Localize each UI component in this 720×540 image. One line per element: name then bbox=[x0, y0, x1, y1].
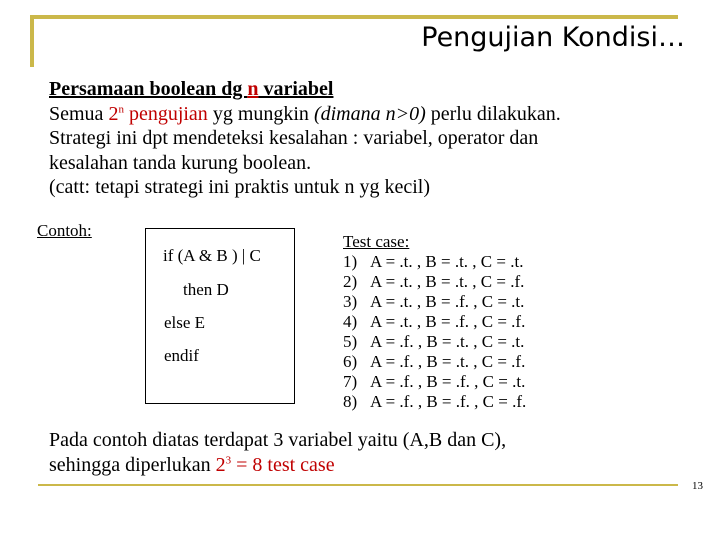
code-line-then: then D bbox=[183, 280, 229, 299]
formula-2-3: $2^3 = 8$ test case bbox=[215, 454, 335, 476]
test-case-heading: Test case: bbox=[343, 232, 410, 251]
intro-line-1 bbox=[49, 102, 689, 127]
conclusion-line-2 bbox=[49, 453, 506, 478]
slide-title: Pengujian Kondisi… bbox=[421, 22, 685, 53]
conclusion-text bbox=[49, 428, 506, 478]
test-case-row: 7) A = .f. , B = .f. , C = .t. bbox=[343, 372, 526, 391]
text-span: sehingga diperlukan bbox=[49, 454, 216, 476]
heading-part: Persamaan boolean dg bbox=[49, 78, 248, 100]
text-span: pengujian bbox=[123, 102, 208, 125]
heading-n: n bbox=[247, 78, 259, 100]
heading-part: variabel bbox=[258, 78, 334, 100]
code-box bbox=[145, 228, 295, 404]
test-case-list bbox=[343, 232, 526, 412]
text-span: perlu dilakukan. bbox=[425, 102, 561, 125]
conclusion-line-1: Pada contoh diatas terdapat 3 variabel yaitu (A,B dan C), bbox=[49, 429, 507, 451]
intro-line-3: kesalahan tanda kurung boolean. bbox=[49, 151, 312, 174]
code-line-endif: endif bbox=[164, 346, 199, 365]
intro-line-2: Strategi ini dpt mendeteksi kesalahan : variabel, operator dan bbox=[49, 127, 539, 149]
intro-heading bbox=[49, 77, 689, 102]
test-case-row: 4) A = .t. , B = .f. , C = .f. bbox=[343, 312, 526, 331]
text-span: yg mungkin bbox=[207, 102, 314, 125]
bottom-accent-line bbox=[38, 484, 678, 486]
test-case-row: 2) A = .t. , B = .t. , C = .f. bbox=[343, 272, 525, 291]
example-label: Contoh: bbox=[37, 221, 92, 240]
intro-line-4: (catt: tetapi strategi ini praktis untuk n yg kecil) bbox=[49, 176, 431, 198]
test-case-row: 3) A = .t. , B = .f. , C = .t. bbox=[343, 292, 525, 311]
intro-text bbox=[49, 77, 689, 200]
test-case-row: 8) A = .f. , B = .f. , C = .f. bbox=[343, 392, 527, 411]
test-case-row: 1) A = .t. , B = .t. , C = .t. bbox=[343, 252, 524, 271]
code-line-else: else E bbox=[164, 313, 206, 332]
text-span: (dimana n>0) bbox=[313, 102, 426, 125]
text-span: Semua bbox=[49, 102, 109, 125]
top-accent-line bbox=[30, 15, 678, 19]
test-case-row: 6) A = .f. , B = .t. , C = .f. bbox=[343, 352, 526, 371]
left-accent-line bbox=[30, 15, 34, 67]
page-number: 13 bbox=[692, 480, 703, 492]
test-case-row: 5) A = .f. , B = .t. , C = .t. bbox=[343, 332, 525, 351]
code-line-if: if (A & B ) | C bbox=[163, 246, 261, 265]
formula-2n: 2$^n$ bbox=[108, 102, 124, 125]
